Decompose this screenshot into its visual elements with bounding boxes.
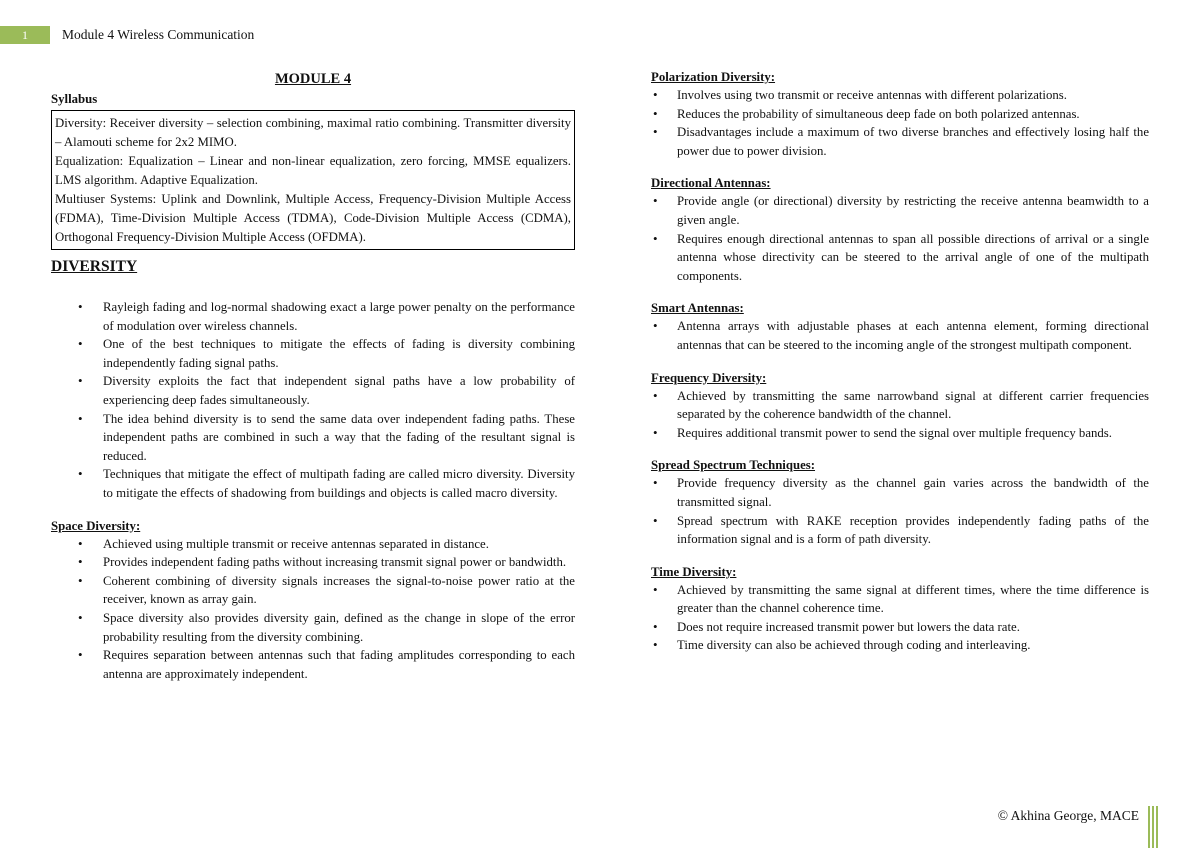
- list-item: • Provide frequency diversity as the channel gain varies across the bandwidth of the transmitted signal.: [651, 474, 1149, 511]
- list-item: • Antenna arrays with adjustable phases at each antenna element, forming directional antennas that can be steered to the incoming angle of the strongest multipath component.: [651, 317, 1149, 354]
- list-item: • Space diversity also provides diversity gain, defined as the change in slope of the error probability resulting from the diversity combining.: [51, 609, 575, 646]
- right-column: [651, 68, 1149, 669]
- module-title: MODULE 4: [274, 71, 352, 87]
- smart-antennas-heading: Smart Antennas:: [651, 301, 744, 316]
- syllabus-multiuser: Multiuser Systems: Uplink and Downlink, Multiple Access, Frequency-Division Multiple Access (FDMA), Time-Division Multiple Access (TDMA), Code-Division Multiple Access (CDMA), Orthogonal Frequency-Division Multiple Access (OFDMA).: [55, 192, 571, 244]
- directional-antennas-section: [651, 174, 1149, 285]
- spread-spectrum-heading: Spread Spectrum Techniques:: [651, 458, 816, 473]
- list-item: • Provide angle (or directional) diversity by restricting the receive antenna beamwidth to a given angle.: [651, 192, 1149, 229]
- syllabus-box: [51, 110, 575, 250]
- list-item: • Does not require increased transmit power but lowers the data rate.: [651, 618, 1149, 637]
- diversity-bullet-list: [51, 298, 575, 503]
- frequency-diversity-heading: Frequency Diversity:: [651, 370, 767, 385]
- header-title: Module 4 Wireless Communication: [62, 27, 255, 42]
- syllabus-diversity: Diversity: Receiver diversity – selection combining, maximal ratio combining. Transmitter diversity – Alamouti scheme for 2x2 MIMO.: [55, 116, 571, 149]
- list-item: • Coherent combining of diversity signals increases the signal-to-noise power ratio at the receiver, known as array gain.: [51, 572, 575, 609]
- syllabus-label: Syllabus: [51, 92, 98, 106]
- list-item: • One of the best techniques to mitigate the effects of fading is diversity combining independently fading signal paths.: [51, 335, 575, 372]
- list-item: • Reduces the probability of simultaneous deep fade on both polarized antennas.: [651, 105, 1149, 124]
- directional-antennas-heading: Directional Antennas:: [651, 176, 771, 191]
- space-diversity-list: [51, 535, 575, 684]
- list-item: • Requires separation between antennas such that fading amplitudes corresponding to each antenna are approximately independent.: [51, 646, 575, 683]
- list-item: • Spread spectrum with RAKE reception provides independently fading paths of the information signal and is a form of path diversity.: [651, 512, 1149, 549]
- list-item: • The idea behind diversity is to send the same data over independent fading paths. These independent paths are combined in such a way that the fading of the resultant signal is reduced.: [51, 410, 575, 466]
- smart-antennas-section: [651, 299, 1149, 354]
- list-item: • Requires enough directional antennas to span all possible directions of arrival or a single antenna whose directivity can be steered to the arrival angle of one of the multipath components.: [651, 230, 1149, 286]
- diversity-heading: DIVERSITY: [51, 258, 138, 275]
- spread-spectrum-section: [651, 456, 1149, 548]
- list-item: • Time diversity can also be achieved through coding and interleaving.: [651, 636, 1149, 655]
- list-item: • Requires additional transmit power to send the signal over multiple frequency bands.: [651, 424, 1149, 443]
- footer-decoration: [1148, 806, 1160, 848]
- time-diversity-section: [651, 563, 1149, 655]
- page-number: 1: [22, 28, 28, 42]
- list-item: • Provides independent fading paths without increasing transmit signal power or bandwidth.: [51, 553, 575, 572]
- list-item: • Involves using two transmit or receive antennas with different polarizations.: [651, 86, 1149, 105]
- list-item: • Achieved using multiple transmit or receive antennas separated in distance.: [51, 535, 575, 554]
- list-item: • Rayleigh fading and log-normal shadowing exact a large power penalty on the performance of modulation over wireless channels.: [51, 298, 575, 335]
- list-item: • Techniques that mitigate the effect of multipath fading are called micro diversity. Diversity to mitigate the effects of shadowing from buildings and objects is called macro diversity.: [51, 465, 575, 502]
- polarization-diversity-heading: Polarization Diversity:: [651, 70, 776, 84]
- list-item: • Disadvantages include a maximum of two diverse branches and effectively losing half the power due to power division.: [651, 123, 1149, 160]
- polarization-diversity-section: [651, 68, 1149, 160]
- list-item: • Achieved by transmitting the same signal at different times, where the time difference is greater than the channel coherence time.: [651, 581, 1149, 618]
- list-item: • Achieved by transmitting the same narrowband signal at different carrier frequencies separated by the coherence bandwidth of the channel.: [651, 387, 1149, 424]
- space-diversity-heading: Space Diversity:: [51, 518, 141, 533]
- frequency-diversity-section: [651, 369, 1149, 443]
- left-column: [51, 68, 575, 683]
- syllabus-equalization: Equalization: Equalization – Linear and non-linear equalization, zero forcing, MMSE equalizers. LMS algorithm. Adaptive Equalization.: [55, 154, 571, 187]
- time-diversity-heading: Time Diversity:: [651, 564, 737, 579]
- footer-credit: © Akhina George, MACE: [997, 808, 1139, 823]
- list-item: • Diversity exploits the fact that independent signal paths have a low probability of experiencing deep fades simultaneously.: [51, 372, 575, 409]
